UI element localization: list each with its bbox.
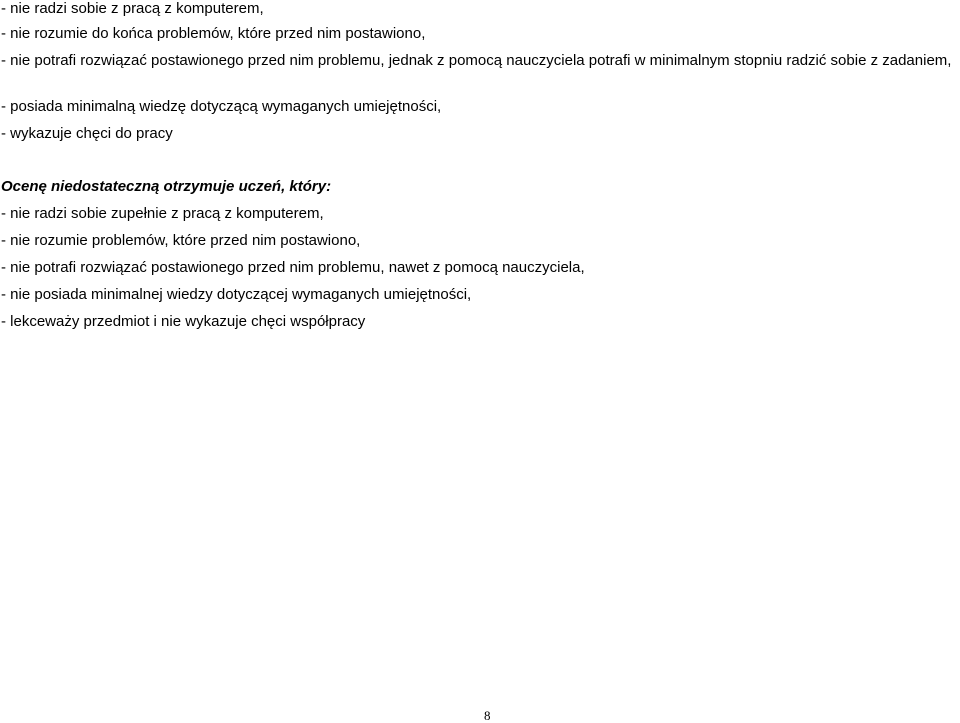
list-item: - nie potrafi rozwiązać postawionego przed nim problemu, jednak z pomocą nauczyciela potrafi w minimalnym stopniu radzić sobie z zadaniem, (1, 52, 952, 69)
list-item: - nie posiada minimalnej wiedzy dotyczącej wymaganych umiejętności, (1, 286, 472, 303)
list-item: - wykazuje chęci do pracy (1, 125, 173, 142)
page-number: 8 (484, 708, 491, 723)
list-item: - nie radzi sobie zupełnie z pracą z komputerem, (1, 205, 324, 222)
section-heading: Ocenę niedostateczną otrzymuje uczeń, który: (1, 178, 332, 195)
list-item: - nie rozumie problemów, które przed nim postawiono, (1, 232, 361, 249)
list-item: - posiada minimalną wiedzę dotyczącą wymaganych umiejętności, (1, 98, 442, 115)
list-item: - nie rozumie do końca problemów, które przed nim postawiono, (1, 25, 426, 42)
list-item: - lekceważy przedmiot i nie wykazuje chęci współpracy (1, 313, 366, 330)
list-item: - nie radzi sobie z pracą z komputerem, (1, 0, 264, 17)
list-item: - nie potrafi rozwiązać postawionego przed nim problemu, nawet z pomocą nauczyciela, (1, 259, 585, 276)
